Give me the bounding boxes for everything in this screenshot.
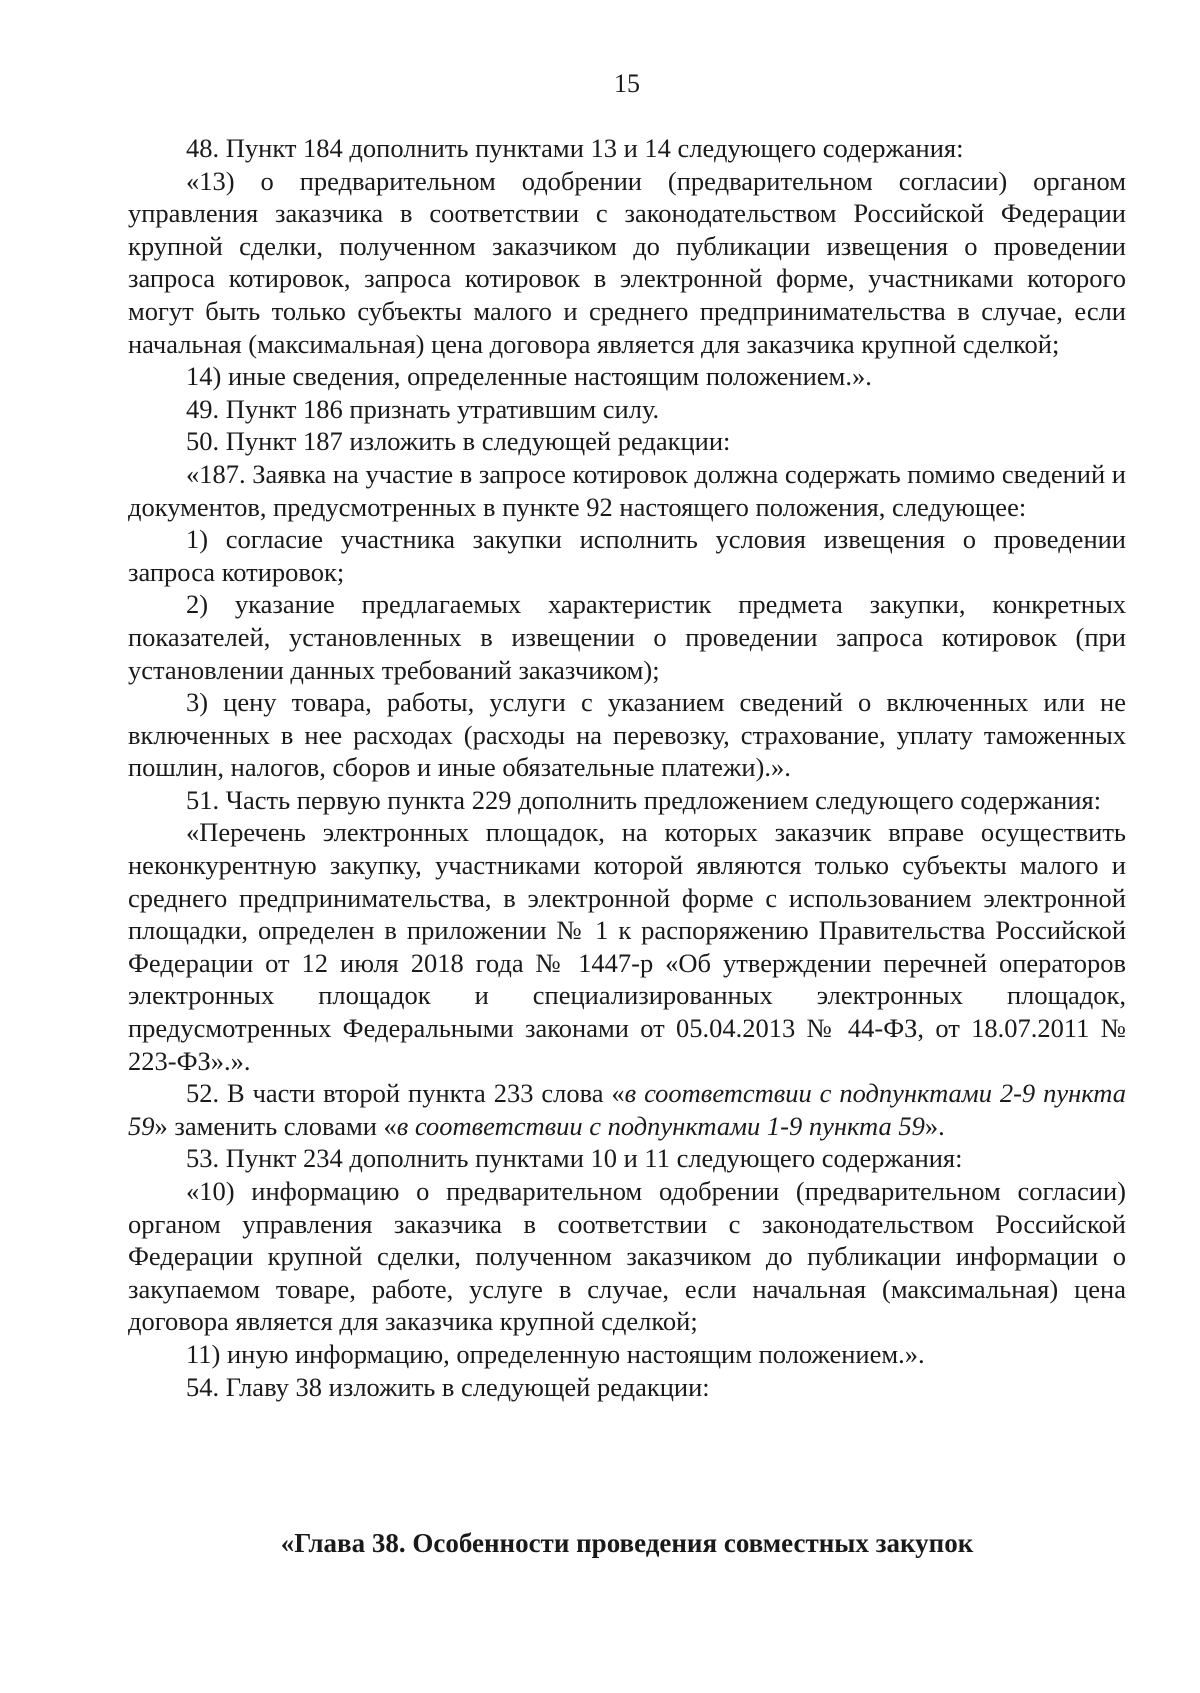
paragraph-50: 50. Пункт 187 изложить в следующей редакции:: [186, 426, 731, 457]
document-body: [128, 132, 1126, 1403]
paragraph-52-new-words: в соответствии с подпунктами 1-9 пункта 59: [396, 1110, 925, 1141]
paragraph-52-old-words: в соответствии с подпунктами 2-9 пункта 59: [128, 1078, 1126, 1141]
paragraph-50-sub-3: 3) цену товара, работы, услуги с указанием сведений о включенных или не включенных в нее расходах (расходы на перевозку, страхование, уплату таможенных пошлин, налогов, сборов и иные обязательные платежи).».: [128, 687, 1126, 783]
paragraph-50-sub-2: 2) указание предлагаемых характеристик предмета закупки, конкретных показателей, установленных в извещении о проведении запроса котировок (при установлении данных требований заказчиком);: [128, 589, 1126, 685]
paragraph-50-sub-1: 1) согласие участника закупки исполнить условия извещения о проведении запроса котировок;: [128, 524, 1126, 587]
paragraph-48-item-14: 14) иные сведения, определенные настоящим положением.».: [186, 361, 872, 392]
paragraph-53-item-11: 11) иную информацию, определенную настоящим положением.».: [186, 1338, 925, 1369]
paragraph-52: [128, 1077, 1126, 1142]
paragraph-53-item-10: «10) информацию о предварительном одобрении (предварительном согласии) органом управления заказчика в соответствии с законодательством Российской Федерации крупной сделки, полученном заказчиком до публикации информации о закупаемом товаре, работе, услуге в случае, если начальная (максимальная) цена договора является для заказчика крупной сделкой;: [128, 1176, 1126, 1337]
paragraph-49: 49. Пункт 186 признать утратившим силу.: [186, 393, 660, 424]
paragraph-52-middle: » заменить словами «: [154, 1110, 397, 1141]
paragraph-48: 48. Пункт 184 дополнить пунктами 13 и 14 следующего содержания:: [186, 133, 964, 163]
paragraph-52-suffix: ».: [924, 1110, 945, 1141]
paragraph-52-prefix: 52. В части второй пункта 233 слова «: [186, 1078, 625, 1109]
paragraph-53: 53. Пункт 234 дополнить пунктами 10 и 11 следующего содержания:: [186, 1143, 963, 1174]
paragraph-51-quote: «Перечень электронных площадок, на которых заказчик вправе осуществить неконкурентную закупку, участниками которой являются только субъекты малого и среднего предпринимательства, в электронной форме с использованием электронной площадки, определен в приложении № 1 к распоряжению Правительства Российской Федерации от 12 июля 2018 года № 1447-р «Об утверждении перечней операторов электронных площадок и специализированных электронных площадок, предусмотренных Федеральными законами от 05.04.2013 № 44-ФЗ, от 18.07.2011 № 223-ФЗ».».: [128, 817, 1126, 1076]
page-number: 15: [614, 69, 640, 98]
paragraph-48-item-13: «13) о предварительном одобрении (предварительном согласии) органом управления заказчика в соответствии с законодательством Российской Федерации крупной сделки, полученном заказчиком до публикации извещения о проведении запроса котировок, запроса котировок в электронной форме, участниками которого могут быть только субъекты малого и среднего предпринимательства в случае, если начальная (максимальная) цена договора является для заказчика крупной сделкой;: [128, 165, 1126, 359]
paragraph-50-item-187: «187. Заявка на участие в запросе котировок должна содержать помимо сведений и документов, предусмотренных в пункте 92 настоящего положения, следующее:: [128, 458, 1126, 522]
paragraph-51: 51. Часть первую пункта 229 дополнить предложением следующего содержания:: [186, 784, 1102, 815]
chapter-title: «Глава 38. Особенности проведения совместных закупок: [280, 1528, 974, 1558]
paragraph-54: 54. Главу 38 изложить в следующей редакции:: [186, 1371, 710, 1402]
